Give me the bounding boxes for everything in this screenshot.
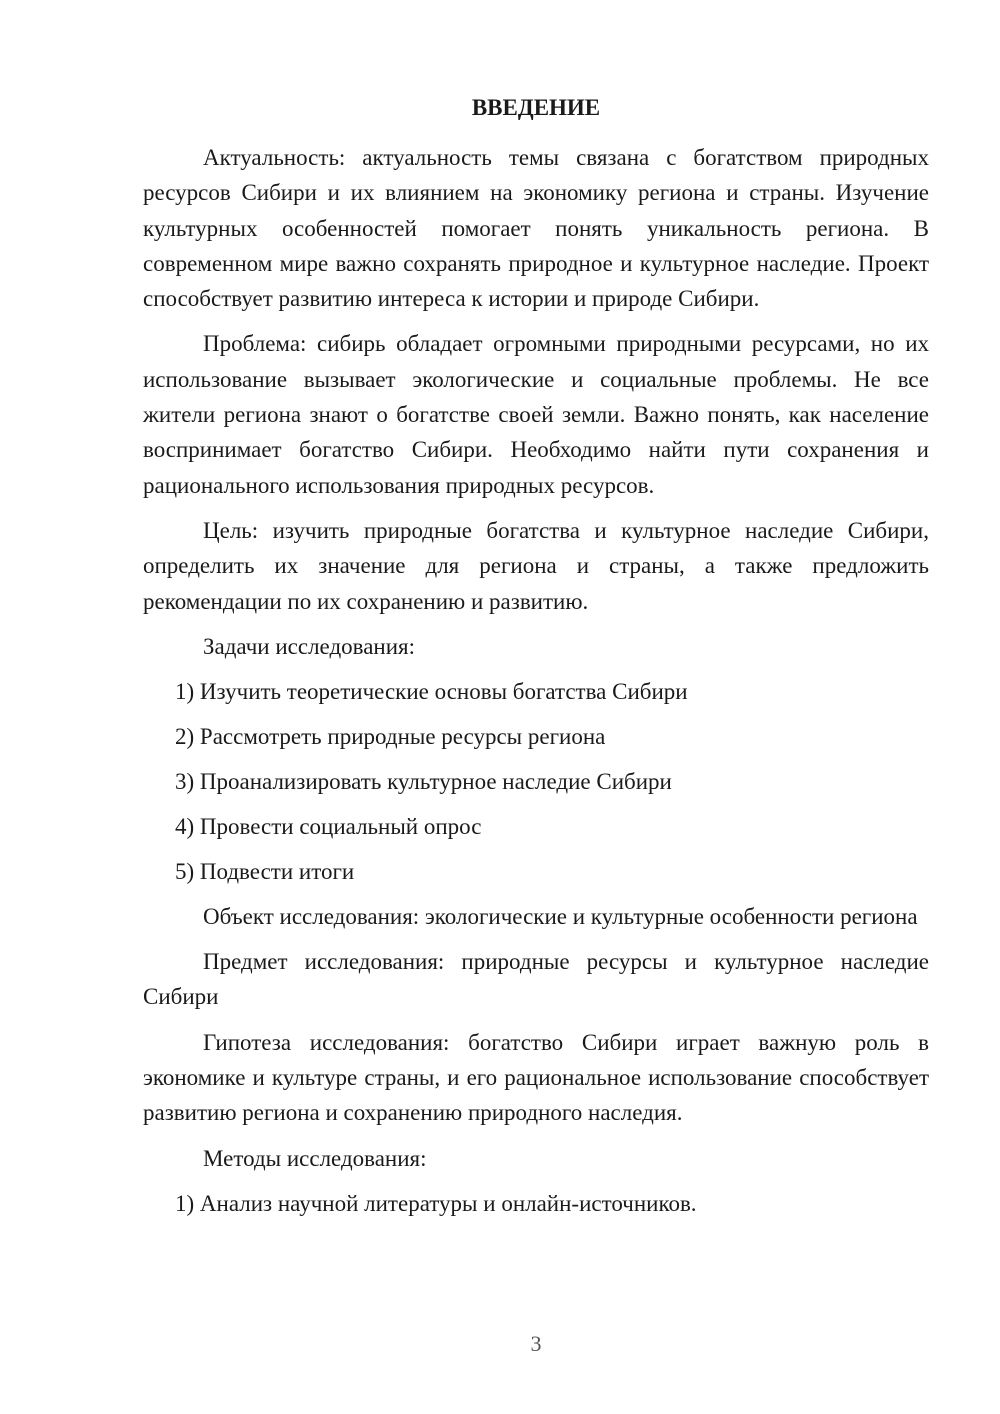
tasks-list xyxy=(143,674,929,889)
page-title: ВВЕДЕНИЕ xyxy=(471,95,601,120)
list-item: 1) Изучить теоретические основы богатства Сибири xyxy=(175,678,688,704)
list-item: 3) Проанализировать культурное наследие Сибири xyxy=(175,768,672,794)
problem-paragraph: Проблема: сибирь обладает огромными природными ресурсами, но их использование вызывает экологические и социальные проблемы. Не все жители региона знают о богатстве своей земли. Важно понять, как население воспринимает богатство Сибири. Необходимо найти пути сохранения и рационального использования природных ресурсов. xyxy=(143,331,929,498)
methods-heading: Методы исследования: xyxy=(203,1145,427,1171)
subject-paragraph: Предмет исследования: природные ресурсы и культурное наследие Сибири xyxy=(143,949,929,1010)
page-number: 3 xyxy=(530,1331,542,1356)
hypothesis-paragraph: Гипотеза исследования: богатство Сибири играет важную роль в экономике и культуре страны, и его рациональное использование способствует развитию региона и сохранению природного наследия. xyxy=(143,1029,929,1126)
list-item: 2) Рассмотреть природные ресурсы региона xyxy=(175,723,606,749)
methods-list xyxy=(143,1186,929,1221)
object-paragraph: Объект исследования: экологические и культурные особенности региона xyxy=(203,903,918,929)
list-item: 1) Анализ научной литературы и онлайн-источников. xyxy=(175,1190,697,1216)
document-page xyxy=(143,90,929,1231)
list-item: 4) Провести социальный опрос xyxy=(175,813,482,839)
goal-paragraph: Цель: изучить природные богатства и культурное наследие Сибири, определить их значение для региона и страны, а также предложить рекомендации по их сохранению и развитию. xyxy=(143,517,929,614)
relevance-paragraph: Актуальность: актуальность темы связана с богатством природных ресурсов Сибири и их влиянием на экономику региона и страны. Изучение культурных особенностей помогает понять уникальность региона. В современном мире важно сохранять природное и культурное наследие. Проект способствует развитию интереса к истории и природе Сибири. xyxy=(143,145,929,312)
list-item: 5) Подвести итоги xyxy=(175,858,355,884)
tasks-heading: Задачи исследования: xyxy=(203,633,416,659)
